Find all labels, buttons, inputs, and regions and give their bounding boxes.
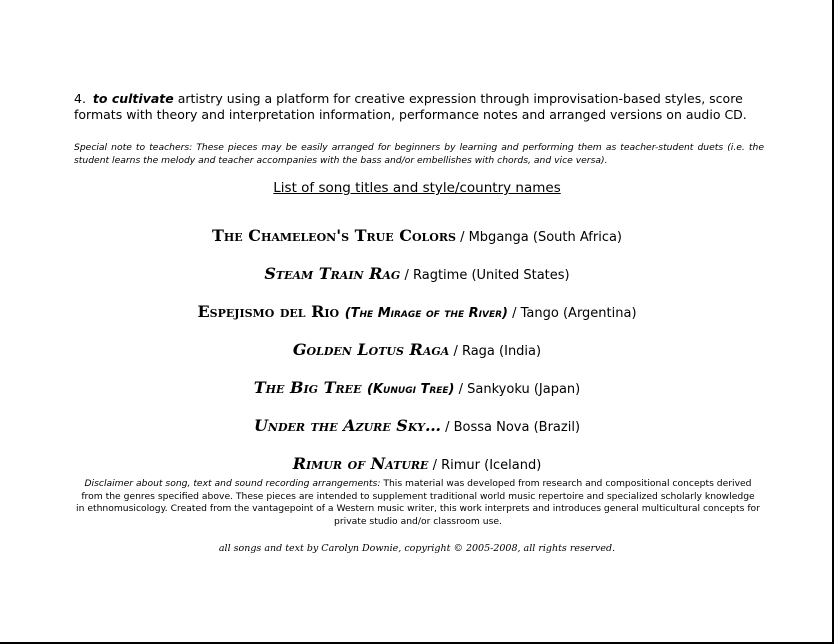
song-item: [0, 378, 834, 416]
song-style: Sankyoku (Japan): [467, 382, 581, 397]
disclaimer-body: This material was developed from research and compositional concepts derived from the genres specified above. These pieces are intended to supplement traditional world music repertoire and specialized scholarly knowledge in ethnomusicology. Created from the vantagepoint of a Western music writer, this work interprets and introduces general multicultural concepts for private studio and/or classroom use.: [76, 478, 760, 527]
song-style: Tango (Argentina): [520, 306, 637, 321]
song-title: The Chameleon's True Colors: [211, 226, 456, 245]
objective-number: 4.: [74, 91, 86, 106]
song-title: Under the Azure Sky…: [253, 416, 441, 435]
separator: /: [400, 268, 413, 283]
objective-paragraph: [74, 91, 764, 123]
objective-keyword: to cultivate: [92, 91, 174, 106]
song-subtitle: (Kunugi Tree): [367, 382, 455, 397]
disclaimer: [76, 478, 760, 528]
separator: /: [428, 458, 442, 473]
separator: /: [454, 382, 468, 397]
song-item: [0, 416, 834, 454]
song-style: Mbganga (South Africa): [468, 230, 623, 245]
objective-text: artistry using a platform for creative expression through improvisation-based styles, score formats with theory and interpretation information, performance notes and arranged versions on audio CD.: [74, 91, 747, 122]
song-title: The Big Tree: [253, 378, 368, 397]
separator: /: [440, 420, 454, 435]
song-title: Golden Lotus Raga: [292, 340, 450, 359]
song-title: Steam Train Rag: [264, 264, 401, 283]
song-subtitle: (The Mirage of the River): [344, 306, 508, 321]
song-item: [0, 226, 834, 264]
song-item: [0, 302, 834, 340]
song-title: Rimur of Nature: [292, 454, 429, 473]
song-item: [0, 264, 834, 302]
copyright-credits: all songs and text by Carolyn Downie, copyright © 2005-2008, all rights reserved.: [218, 543, 616, 554]
song-title: Espejismo del Rio: [197, 302, 345, 321]
list-heading: List of song titles and style/country names: [273, 180, 561, 196]
separator: /: [455, 230, 469, 245]
song-style: Rimur (Iceland): [441, 458, 542, 473]
song-list: [0, 226, 834, 492]
song-style: Ragtime (United States): [412, 268, 570, 283]
song-style: Raga (India): [461, 344, 542, 359]
separator: /: [449, 344, 462, 359]
teacher-note: Special note to teachers: These pieces may be easily arranged for beginners by learning and performing them as teacher-student duets (i.e. the student learns the melody and teacher accompanies with the bass and/or embellishes with chords, and vice versa).: [74, 142, 764, 166]
song-item: [0, 340, 834, 378]
separator: /: [507, 306, 521, 321]
song-style: Bossa Nova (Brazil): [453, 420, 581, 435]
disclaimer-lead: Disclaimer about song, text and sound recording arrangements:: [84, 478, 381, 489]
